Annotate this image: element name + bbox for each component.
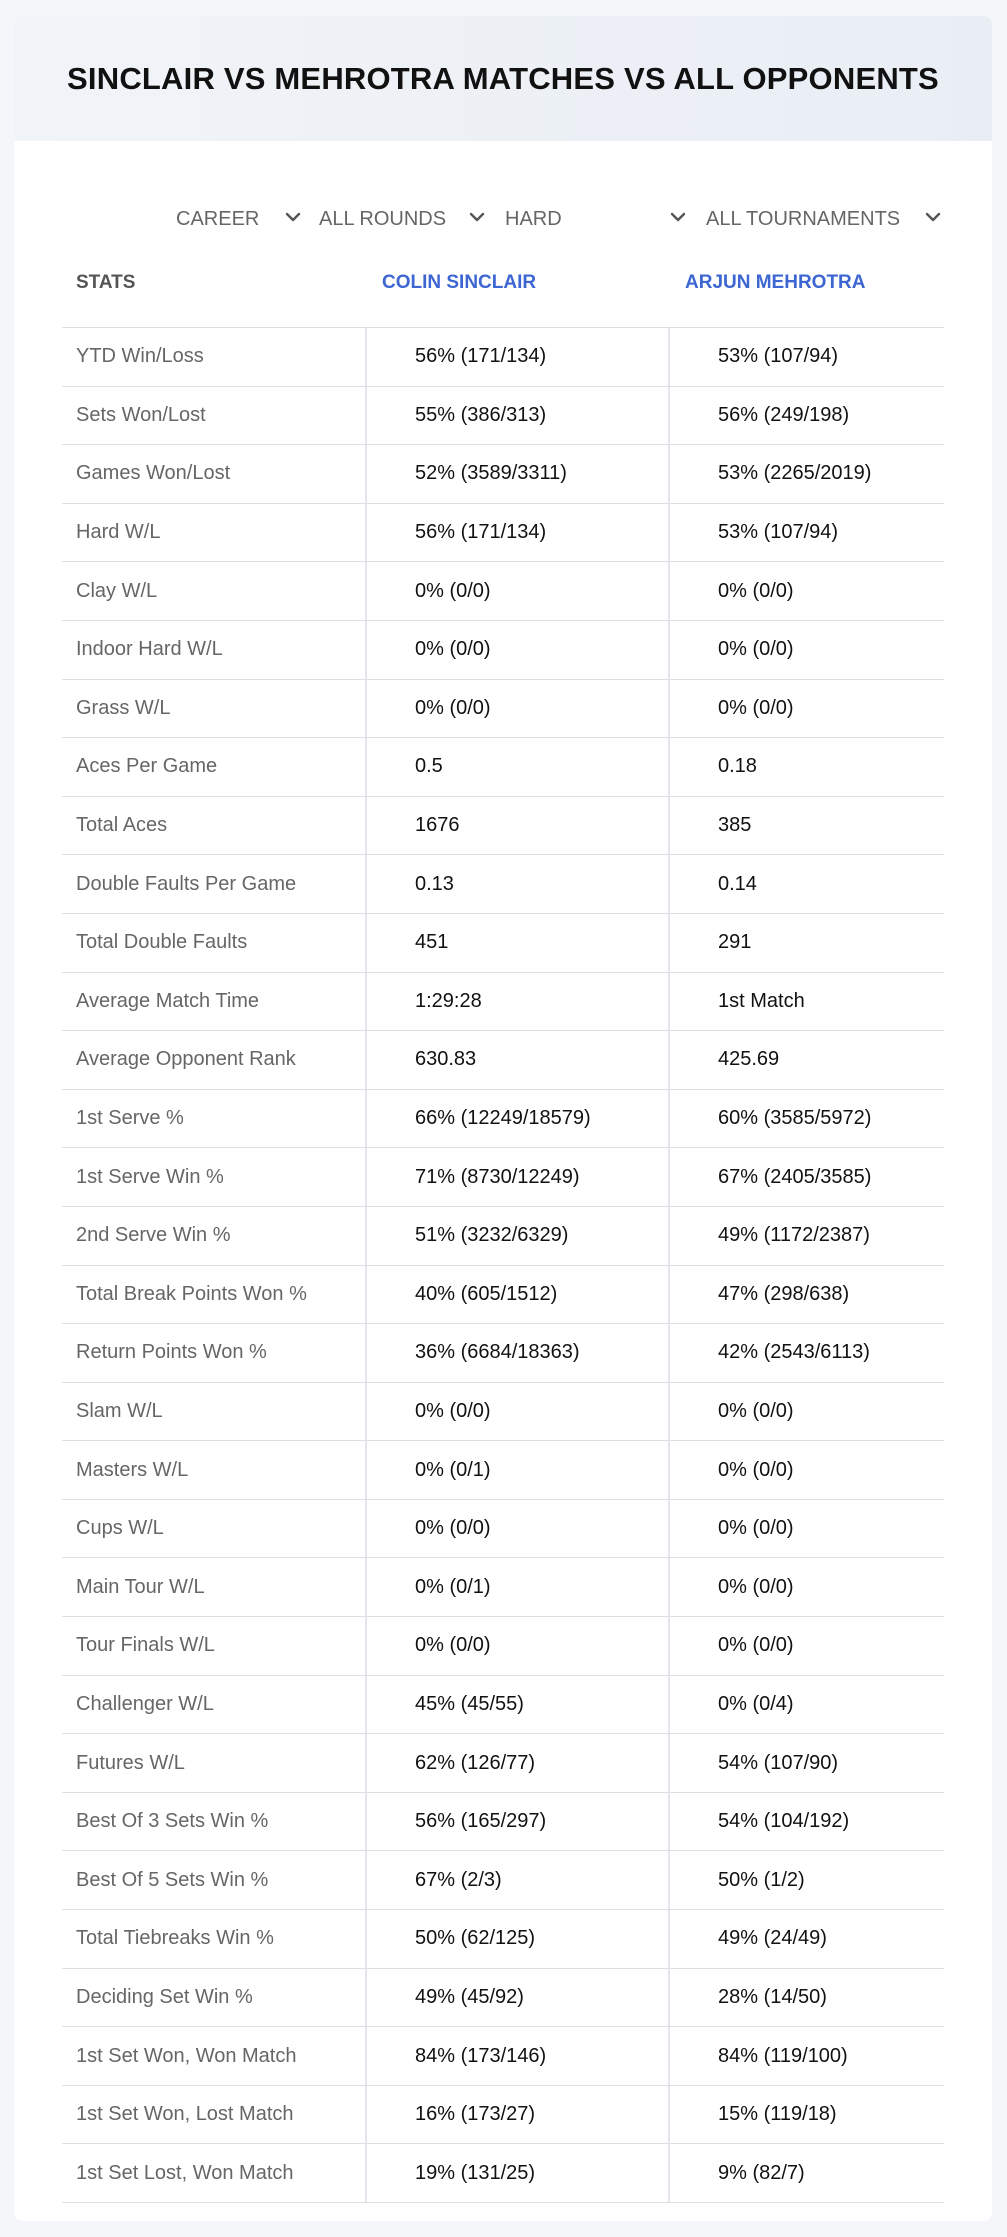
table-row xyxy=(62,1266,944,1325)
table-row xyxy=(62,1441,944,1500)
player1-value: 0% (0/0) xyxy=(365,562,668,620)
player2-value: 28% (14/50) xyxy=(668,1969,944,2027)
stat-label: Total Aces xyxy=(76,814,168,837)
player1-value: 1:29:28 xyxy=(365,973,668,1031)
player2-value: 291 xyxy=(668,914,944,972)
player2-value: 385 xyxy=(668,797,944,855)
player2-value: 54% (104/192) xyxy=(668,1793,944,1851)
player2-value: 60% (3585/5972) xyxy=(668,1090,944,1148)
player1-value: 84% (173/146) xyxy=(365,2027,668,2085)
player2-value: 0.18 xyxy=(668,738,944,796)
chevron-down-icon[interactable] xyxy=(667,206,689,228)
table-row xyxy=(62,680,944,739)
player1-value: 62% (126/77) xyxy=(365,1734,668,1792)
player2-value: 0% (0/0) xyxy=(668,1617,944,1675)
page-title: SINCLAIR VS MEHROTRA MATCHES VS ALL OPPONENTS xyxy=(67,60,939,96)
player1-value: 0% (0/0) xyxy=(365,1383,668,1441)
stat-label: Total Tiebreaks Win % xyxy=(76,1927,274,1950)
player2-value: 0% (0/0) xyxy=(668,680,944,738)
stat-label: 1st Set Won, Won Match xyxy=(76,2044,297,2067)
chevron-down-icon[interactable] xyxy=(466,206,488,228)
stat-label: Challenger W/L xyxy=(76,1692,214,1715)
player2-value: 53% (107/94) xyxy=(668,328,944,386)
table-row xyxy=(62,914,944,973)
stat-label: Cups W/L xyxy=(76,1517,164,1540)
player2-value: 0% (0/0) xyxy=(668,1500,944,1558)
player1-value: 67% (2/3) xyxy=(365,1851,668,1909)
player2-column-header[interactable]: ARJUN MEHROTRA xyxy=(685,272,866,293)
surface-select[interactable]: HARD xyxy=(505,207,562,230)
table-row xyxy=(62,1851,944,1910)
player2-value: 0% (0/0) xyxy=(668,1383,944,1441)
table-row xyxy=(62,1500,944,1559)
table-row xyxy=(62,1910,944,1969)
stat-label: 1st Serve Win % xyxy=(76,1165,224,1188)
player2-value: 1st Match xyxy=(668,973,944,1031)
filter-bar xyxy=(14,188,992,248)
player1-value: 71% (8730/12249) xyxy=(365,1148,668,1206)
stat-label: Return Points Won % xyxy=(76,1341,267,1364)
player2-value: 0% (0/0) xyxy=(668,1558,944,1616)
table-row xyxy=(62,1558,944,1617)
player2-value: 49% (1172/2387) xyxy=(668,1207,944,1265)
player2-value: 84% (119/100) xyxy=(668,2027,944,2085)
stat-label: Futures W/L xyxy=(76,1751,185,1774)
stat-label: Best Of 3 Sets Win % xyxy=(76,1810,269,1833)
player2-value: 42% (2543/6113) xyxy=(668,1324,944,1382)
player1-value: 0.13 xyxy=(365,855,668,913)
stat-label: 1st Serve % xyxy=(76,1107,184,1130)
player1-value: 16% (173/27) xyxy=(365,2086,668,2144)
stat-label: Games Won/Lost xyxy=(76,462,231,485)
player2-value: 54% (107/90) xyxy=(668,1734,944,1792)
player1-value: 52% (3589/3311) xyxy=(365,445,668,503)
player2-value: 50% (1/2) xyxy=(668,1851,944,1909)
stat-label: Aces Per Game xyxy=(76,755,218,778)
round-select[interactable]: ALL ROUNDS xyxy=(319,207,447,230)
player1-value: 45% (45/55) xyxy=(365,1676,668,1734)
table-row xyxy=(62,1676,944,1735)
table-row xyxy=(62,973,944,1032)
stat-label: Indoor Hard W/L xyxy=(76,638,223,661)
player1-value: 56% (171/134) xyxy=(365,504,668,562)
player2-value: 53% (2265/2019) xyxy=(668,445,944,503)
table-row xyxy=(62,2086,944,2145)
table-row xyxy=(62,1031,944,1090)
table-row xyxy=(62,1383,944,1442)
stat-label: Grass W/L xyxy=(76,696,171,719)
player2-value: 0% (0/0) xyxy=(668,621,944,679)
player1-value: 0% (0/0) xyxy=(365,1617,668,1675)
stat-label: Main Tour W/L xyxy=(76,1575,205,1598)
player2-value: 47% (298/638) xyxy=(668,1266,944,1324)
table-row xyxy=(62,387,944,446)
player1-value: 630.83 xyxy=(365,1031,668,1089)
player1-value: 56% (165/297) xyxy=(365,1793,668,1851)
tournament-select[interactable]: ALL TOURNAMENTS xyxy=(706,207,901,230)
player1-value: 40% (605/1512) xyxy=(365,1266,668,1324)
stat-label: Average Opponent Rank xyxy=(76,1048,296,1071)
player2-value: 9% (82/7) xyxy=(668,2144,944,2202)
table-row xyxy=(62,1617,944,1676)
stat-label: 1st Set Lost, Won Match xyxy=(76,2161,294,2184)
table-row xyxy=(62,1090,944,1149)
player1-value: 66% (12249/18579) xyxy=(365,1090,668,1148)
table-row xyxy=(62,1969,944,2028)
player1-value: 51% (3232/6329) xyxy=(365,1207,668,1265)
chevron-down-icon[interactable] xyxy=(922,206,944,228)
table-row xyxy=(62,797,944,856)
stat-label: Masters W/L xyxy=(76,1458,189,1481)
player2-value: 0.14 xyxy=(668,855,944,913)
player2-value: 15% (119/18) xyxy=(668,2086,944,2144)
table-row xyxy=(62,2144,944,2203)
stat-label: Deciding Set Win % xyxy=(76,1985,253,2008)
player2-value: 425.69 xyxy=(668,1031,944,1089)
stat-label: Best Of 5 Sets Win % xyxy=(76,1868,269,1891)
player1-value: 0% (0/1) xyxy=(365,1558,668,1616)
stat-label: Total Double Faults xyxy=(76,931,248,954)
player1-value: 451 xyxy=(365,914,668,972)
stat-label: Clay W/L xyxy=(76,579,158,602)
chevron-down-icon[interactable] xyxy=(282,206,304,228)
stat-label: Tour Finals W/L xyxy=(76,1634,215,1657)
table-row xyxy=(62,621,944,680)
player1-value: 50% (62/125) xyxy=(365,1910,668,1968)
table-row xyxy=(62,504,944,563)
player2-value: 49% (24/49) xyxy=(668,1910,944,1968)
page-header xyxy=(14,16,992,141)
stat-label: Double Faults Per Game xyxy=(76,872,297,895)
player1-column-header[interactable]: COLIN SINCLAIR xyxy=(382,272,537,293)
player1-value: 36% (6684/18363) xyxy=(365,1324,668,1382)
player1-value: 56% (171/134) xyxy=(365,328,668,386)
player1-value: 55% (386/313) xyxy=(365,387,668,445)
table-row xyxy=(62,1324,944,1383)
stats-column-header: STATS xyxy=(76,272,136,293)
player1-value: 19% (131/25) xyxy=(365,2144,668,2202)
stat-label: 1st Set Won, Lost Match xyxy=(76,2103,294,2126)
stat-label: Total Break Points Won % xyxy=(76,1282,307,1305)
table-row xyxy=(62,562,944,621)
table-row xyxy=(62,1207,944,1266)
stat-label: Average Match Time xyxy=(76,989,260,1012)
stat-label: YTD Win/Loss xyxy=(76,345,204,368)
stat-label: 2nd Serve Win % xyxy=(76,1224,231,1247)
table-row xyxy=(62,328,944,387)
stats-table xyxy=(62,254,944,2203)
player2-value: 0% (0/4) xyxy=(668,1676,944,1734)
table-row xyxy=(62,855,944,914)
stat-label: Slam W/L xyxy=(76,1399,163,1422)
player2-value: 53% (107/94) xyxy=(668,504,944,562)
table-row xyxy=(62,1793,944,1852)
stat-label: Sets Won/Lost xyxy=(76,403,206,426)
stat-label: Hard W/L xyxy=(76,521,161,544)
table-row xyxy=(62,1148,944,1207)
player1-value: 0.5 xyxy=(365,738,668,796)
table-row xyxy=(62,445,944,504)
table-row xyxy=(62,738,944,797)
player1-value: 49% (45/92) xyxy=(365,1969,668,2027)
player2-value: 67% (2405/3585) xyxy=(668,1148,944,1206)
player1-value: 0% (0/0) xyxy=(365,1500,668,1558)
table-header xyxy=(62,254,944,328)
table-body xyxy=(62,328,944,2203)
player1-value: 0% (0/0) xyxy=(365,621,668,679)
player2-value: 0% (0/0) xyxy=(668,1441,944,1499)
player2-value: 56% (249/198) xyxy=(668,387,944,445)
period-select[interactable]: CAREER xyxy=(176,207,260,230)
comparison-card xyxy=(14,16,992,2221)
player1-value: 0% (0/0) xyxy=(365,680,668,738)
player2-value: 0% (0/0) xyxy=(668,562,944,620)
player1-value: 0% (0/1) xyxy=(365,1441,668,1499)
table-row xyxy=(62,1734,944,1793)
player1-value: 1676 xyxy=(365,797,668,855)
table-row xyxy=(62,2027,944,2086)
